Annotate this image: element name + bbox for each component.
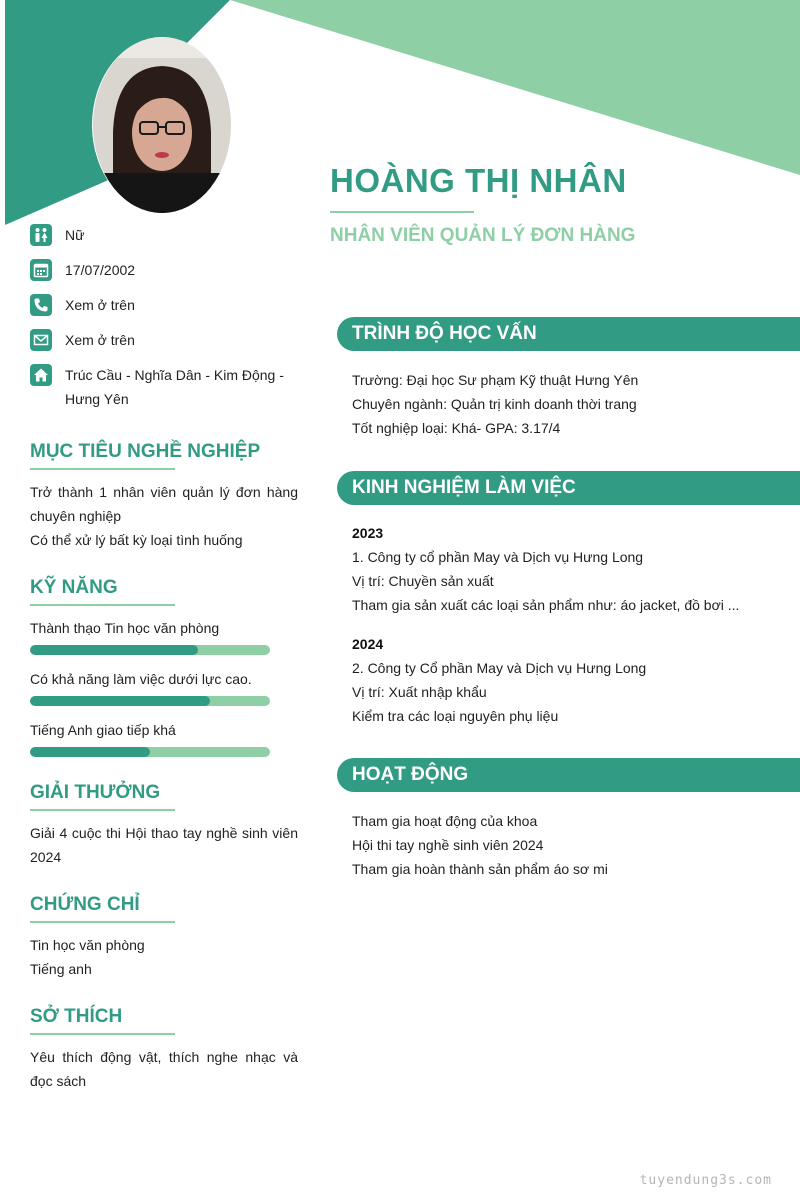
section-title: HOẠT ĐỘNG [352,764,469,785]
gender-icon [30,224,52,246]
section-title: CHỨNG CHỈ [30,894,140,915]
objective-section [30,438,298,552]
section-underline [30,1033,175,1035]
experience-entry [352,521,782,617]
skill-bar-fill [30,696,210,706]
skill-bar-fill [30,645,198,655]
experience-body [352,521,782,728]
education-body [352,368,782,440]
experience-description: Kiểm tra các loại nguyên phụ liệu [352,708,559,724]
email-icon [30,329,52,351]
certificates-section [30,891,298,981]
name-underline [330,211,474,213]
award-line: Giải 4 cuộc thi Hội thao tay nghề sinh viên 2024 [30,825,298,865]
home-icon [30,364,52,386]
contact-phone [30,294,310,317]
left-column [30,438,298,1115]
activity-line: Hội thi tay nghề sinh viên 2024 [352,837,544,853]
skill-bar-fill [30,747,150,757]
section-title: SỞ THÍCH [30,1006,123,1027]
contact-info [30,224,310,423]
education-line: Tốt nghiệp loại: Khá- GPA: 3.17/4 [352,420,561,436]
skill-label: Tiếng Anh giao tiếp khá [30,722,176,738]
calendar-icon [30,259,52,281]
hobbies-section [30,1003,298,1093]
activities-header [337,758,800,792]
section-underline [30,604,175,606]
section-title: KỸ NĂNG [30,577,118,598]
section-underline [30,809,175,811]
candidate-name: HOÀNG THỊ NHÂN [330,162,627,199]
profile-photo [93,38,231,213]
experience-position: Vị trí: Chuyền sản xuất [352,573,494,589]
education-line: Chuyên ngành: Quản trị kinh doanh thời trang [352,396,637,412]
experience-year: 2024 [352,636,384,652]
hobby-line: Yêu thích động vật, thích nghe nhạc và đọc sách [30,1049,298,1089]
skills-section [30,574,298,757]
email-text: Xem ở trên [65,332,135,348]
birthday-text: 17/07/2002 [65,262,136,278]
activity-line: Tham gia hoàn thành sản phẩm áo sơ mi [352,861,608,877]
skill-label: Có khả năng làm việc dưới lực cao. [30,671,252,687]
skill-bar [30,747,270,757]
contact-address [30,364,310,411]
gender-text: Nữ [65,227,85,243]
experience-description: Tham gia sản xuất các loại sản phẩm như: áo jacket, đồ bơi ... [352,597,740,613]
phone-icon [30,294,52,316]
section-underline [30,468,175,470]
experience-position: Vị trí: Xuất nhập khẩu [352,684,487,700]
section-title: MỤC TIÊU NGHỀ NGHIỆP [30,441,261,462]
experience-header [337,471,800,505]
section-title: GIẢI THƯỞNG [30,782,161,803]
objective-line: Trở thành 1 nhân viên quản lý đơn hàng chuyên nghiệp [30,484,298,524]
education-line: Trường: Đại học Sư phạm Kỹ thuật Hưng Yên [352,372,639,388]
awards-section [30,779,298,869]
skill-label: Thành thạo Tin học văn phòng [30,620,220,636]
certificate-line: Tin học văn phòng [30,937,145,953]
contact-email [30,329,310,352]
experience-year: 2023 [352,525,384,541]
certificate-line: Tiếng anh [30,961,92,977]
section-title: TRÌNH ĐỘ HỌC VẤN [352,323,537,344]
skill-bar [30,696,270,706]
section-underline [30,921,175,923]
activity-line: Tham gia hoạt động của khoa [352,813,538,829]
contact-birthday [30,259,310,282]
objective-line: Có thể xử lý bất kỳ loại tình huống [30,532,243,548]
skill-bar [30,645,270,655]
activities-body [352,809,782,881]
job-title: NHÂN VIÊN QUẢN LÝ ĐƠN HÀNG [330,225,636,246]
experience-company: 2. Công ty Cổ phần May và Dịch vụ Hưng Long [352,660,647,676]
experience-entry [352,632,782,728]
watermark: tuyendung3s.com [639,1173,772,1188]
address-text: Trúc Cầu - Nghĩa Dân - Kim Động - Hưng Yên [65,367,284,407]
phone-text: Xem ở trên [65,297,135,313]
section-title: KINH NGHIỆM LÀM VIỆC [352,477,576,498]
education-header [337,317,800,351]
contact-gender [30,224,310,247]
experience-company: 1. Công ty cổ phần May và Dịch vụ Hưng Long [352,549,644,565]
